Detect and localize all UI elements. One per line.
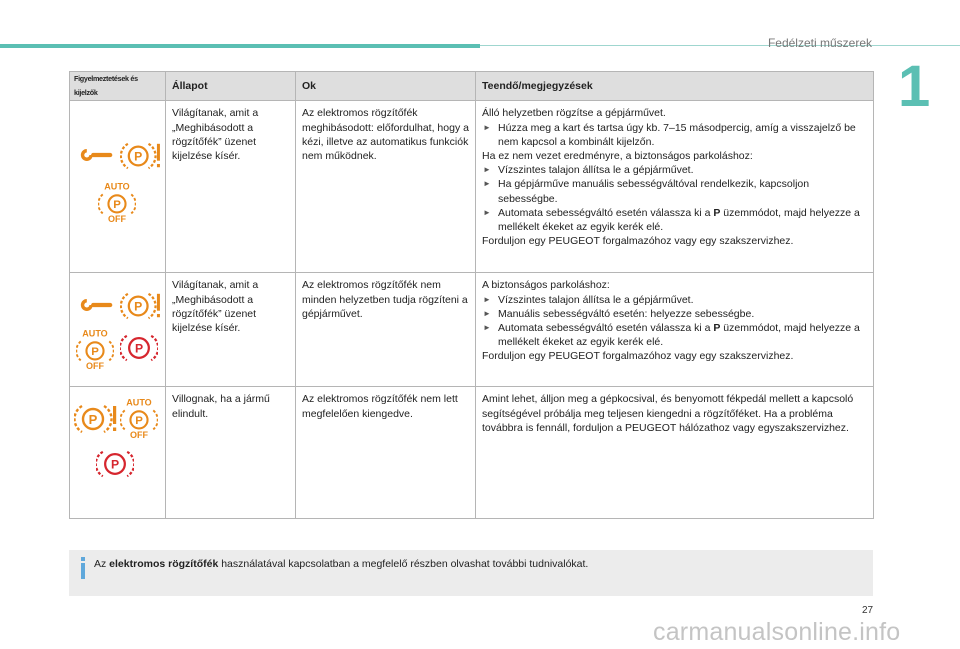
info-icon	[79, 557, 87, 579]
action-steps	[482, 293, 867, 350]
action-cell	[476, 101, 874, 273]
table-row	[70, 101, 874, 273]
parking-brake-fault-icon	[74, 403, 118, 435]
section-title: Fedélzeti műszerek	[767, 36, 872, 50]
auto-p-off-icon	[120, 397, 158, 439]
note-after: használatával kapcsolatban a megfelelő részben olvashat további tudnivalókat.	[218, 558, 589, 570]
state-cell: Világítanak, amit a „Meghibásodott a rögzítőfék” üzenet kijelzése kísér.	[166, 273, 296, 387]
page-number: 27	[862, 605, 874, 616]
list-item: ► Vízszintes talajon állítsa le a gépjárművet.	[482, 293, 867, 307]
header-icons: Figyelmeztetések és kijelzők	[70, 72, 166, 101]
header-state: Állapot	[166, 72, 296, 101]
list-item: ► Manuális sebességváltó esetén: helyezze sebességbe.	[482, 307, 867, 321]
gear-position: P	[713, 206, 721, 219]
step-text: Automata sebességváltó esetén válassza ki a	[498, 322, 714, 335]
wrench-warning-icon	[80, 148, 114, 162]
note-link-term: elektromos rögzítőfék	[109, 558, 219, 570]
step-text: üzemmódot, majd helyezze a mellékelt ékeket az egyik kerék elé.	[498, 322, 860, 349]
icons-cell	[70, 387, 166, 519]
chapter-number: 1	[898, 54, 931, 119]
header-cause: Ok	[296, 72, 476, 101]
header-rule	[480, 45, 960, 46]
table-row	[70, 387, 874, 519]
cause-cell: Az elektromos rögzítőfék nem lett megfelelően kiengedve.	[296, 387, 476, 519]
action-steps	[482, 163, 867, 234]
auto-p-off-icon	[98, 181, 136, 223]
state-cell: Villognak, ha a jármű elindult.	[166, 387, 296, 519]
note-before: Az	[94, 558, 110, 570]
info-note	[69, 550, 873, 596]
action-cell	[476, 273, 874, 387]
parking-brake-fault-icon	[120, 141, 162, 171]
wrench-warning-icon	[80, 298, 114, 312]
icons-cell	[70, 101, 166, 273]
parking-brake-red-icon	[96, 449, 134, 479]
action-mid: Ha ez nem vezet eredményre, a biztonságos parkoláshoz:	[482, 150, 753, 163]
list-item	[482, 321, 867, 349]
watermark: carmanualsonline.info	[653, 618, 901, 646]
step-text: üzemmódot, majd helyezze a mellékelt ékeket az egyik kerék elé.	[498, 206, 860, 234]
table-header-row	[70, 72, 874, 101]
state-cell: Világítanak, amit a „Meghibásodott a rögzítőfék” üzenet kijelzése kísér.	[166, 101, 296, 273]
warning-table	[69, 71, 874, 519]
parking-brake-fault-icon	[120, 291, 162, 321]
auto-p-off-icon	[76, 328, 114, 370]
cause-cell: Az elektromos rögzítőfék nem minden helyzetben tudja rögzíteni a gépjárművet.	[296, 273, 476, 387]
cause-cell: Az elektromos rögzítőfék meghibásodott: előfordulhat, hogy a kézi, illetve az automatikus funkciók nem működnek.	[296, 101, 476, 273]
table-row	[70, 273, 874, 387]
list-item	[482, 206, 867, 234]
step-text: Automata sebességváltó esetén válassza ki a	[498, 206, 714, 219]
note-text	[94, 558, 588, 570]
action-outro: Forduljon egy PEUGEOT forgalmazóhoz vagy egy szakszervizhez.	[482, 235, 794, 248]
list-item: ► Vízszintes talajon állítsa le a gépjárművet.	[482, 163, 867, 177]
action-intro: A biztonságos parkoláshoz:	[482, 279, 610, 292]
header-action: Teendő/megjegyzések	[476, 72, 874, 101]
icons-cell	[70, 273, 166, 387]
parking-brake-red-icon	[120, 333, 158, 363]
action-cell: Amint lehet, álljon meg a gépkocsival, és benyomott fékpedál mellett a kapcsoló segítségével próbálja meg teljesen kiengedni a rögzítőféket. Ha a probléma továbbra is fennáll, forduljon a PEUGEOT hálózathoz vagy egyszakszervizhez.	[476, 387, 874, 519]
action-intro: Álló helyzetben rögzítse a gépjárművet.	[482, 107, 666, 120]
header-accent-bar	[0, 44, 480, 48]
list-item: ► Húzza meg a kart és tartsa úgy kb. 7–15 másodpercig, amíg a visszajelző be nem kapcsol a kombinált kijelzőn.	[482, 121, 867, 149]
action-outro: Forduljon egy PEUGEOT forgalmazóhoz vagy egy szakszervizhez.	[482, 350, 794, 363]
gear-position: P	[713, 322, 721, 335]
list-item: ► Ha gépjárműve manuális sebességváltóval rendelkezik, kapcsoljon sebességbe.	[482, 177, 867, 205]
action-steps	[482, 121, 867, 149]
